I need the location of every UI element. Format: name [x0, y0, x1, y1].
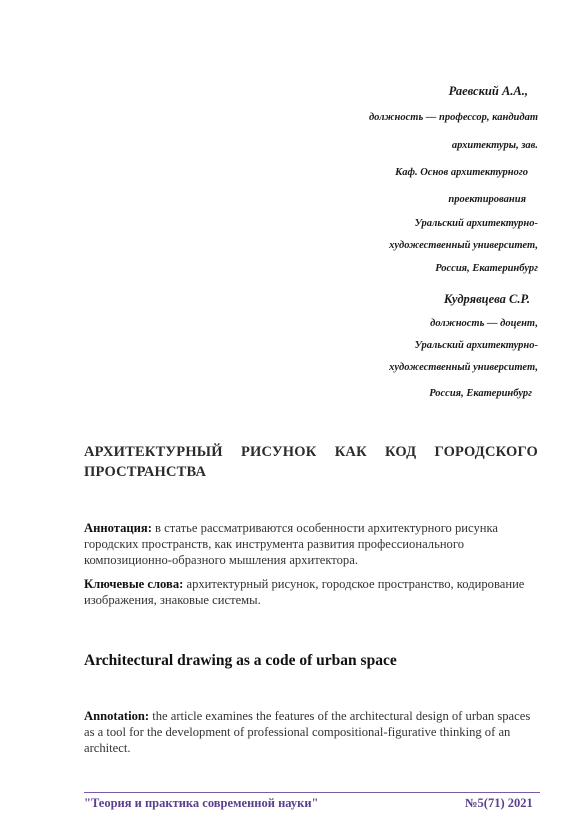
keywords-ru [84, 576, 540, 608]
annotation-ru-label: Аннотация: [84, 521, 152, 535]
author-1-name: Раевский А.А., [448, 84, 528, 98]
annotation-ru-text: в статье рассматриваются особенности архитектурного рисунка городских пространств, как инструмента развития профессионального композиционно-образного мышления архитектора. [84, 521, 499, 567]
article-title-ru-line-1: АРХИТЕКТУРНЫЙ РИСУНОК КАК КОД ГОРОДСКОГО [84, 444, 538, 460]
author-1-university: Уральский архитектурно- [414, 218, 538, 229]
author-1-location: Россия, Екатеринбург [435, 263, 538, 274]
author-2-name: Кудрявцева С.Р. [443, 292, 530, 306]
article-title-en: Architectural drawing as a code of urban space [84, 652, 397, 669]
footer-journal-name: "Теория и практика современной науки" [84, 796, 319, 810]
keywords-ru-label: Ключевые слова: [84, 577, 184, 591]
author-2-position: должность — доцент, [430, 318, 538, 329]
article-title-ru [84, 442, 538, 482]
author-1-position: должность — профессор, кандидат [368, 112, 538, 123]
annotation-en-label: Annotation: [84, 709, 150, 723]
footer-divider [84, 792, 540, 793]
keywords-ru-text: архитектурный рисунок, городское пространство, кодирование изображения, знаковые системы. [84, 577, 525, 607]
author-2-university: Уральский архитектурно- [414, 340, 538, 351]
author-1-department: Каф. Основ архитектурного [395, 167, 528, 178]
author-1-position-cont: архитектуры, зав. [451, 140, 538, 151]
annotation-en [84, 708, 540, 756]
annotation-en-text: the article examines the features of the architectural design of urban spaces as a tool for the development of professional compositional-figurative thinking of an architect. [84, 709, 531, 755]
author-2-location: Россия, Екатеринбург [429, 388, 532, 399]
article-title-ru-line-2: ПРОСТРАНСТВА [84, 464, 207, 480]
author-1-university-cont: художественный университет, [389, 240, 538, 251]
author-1-department-cont: проектирования [448, 194, 526, 205]
footer-issue-number: №5(71) 2021 [465, 796, 533, 810]
annotation-ru [84, 520, 540, 568]
author-2-university-cont: художественный университет, [389, 362, 538, 373]
